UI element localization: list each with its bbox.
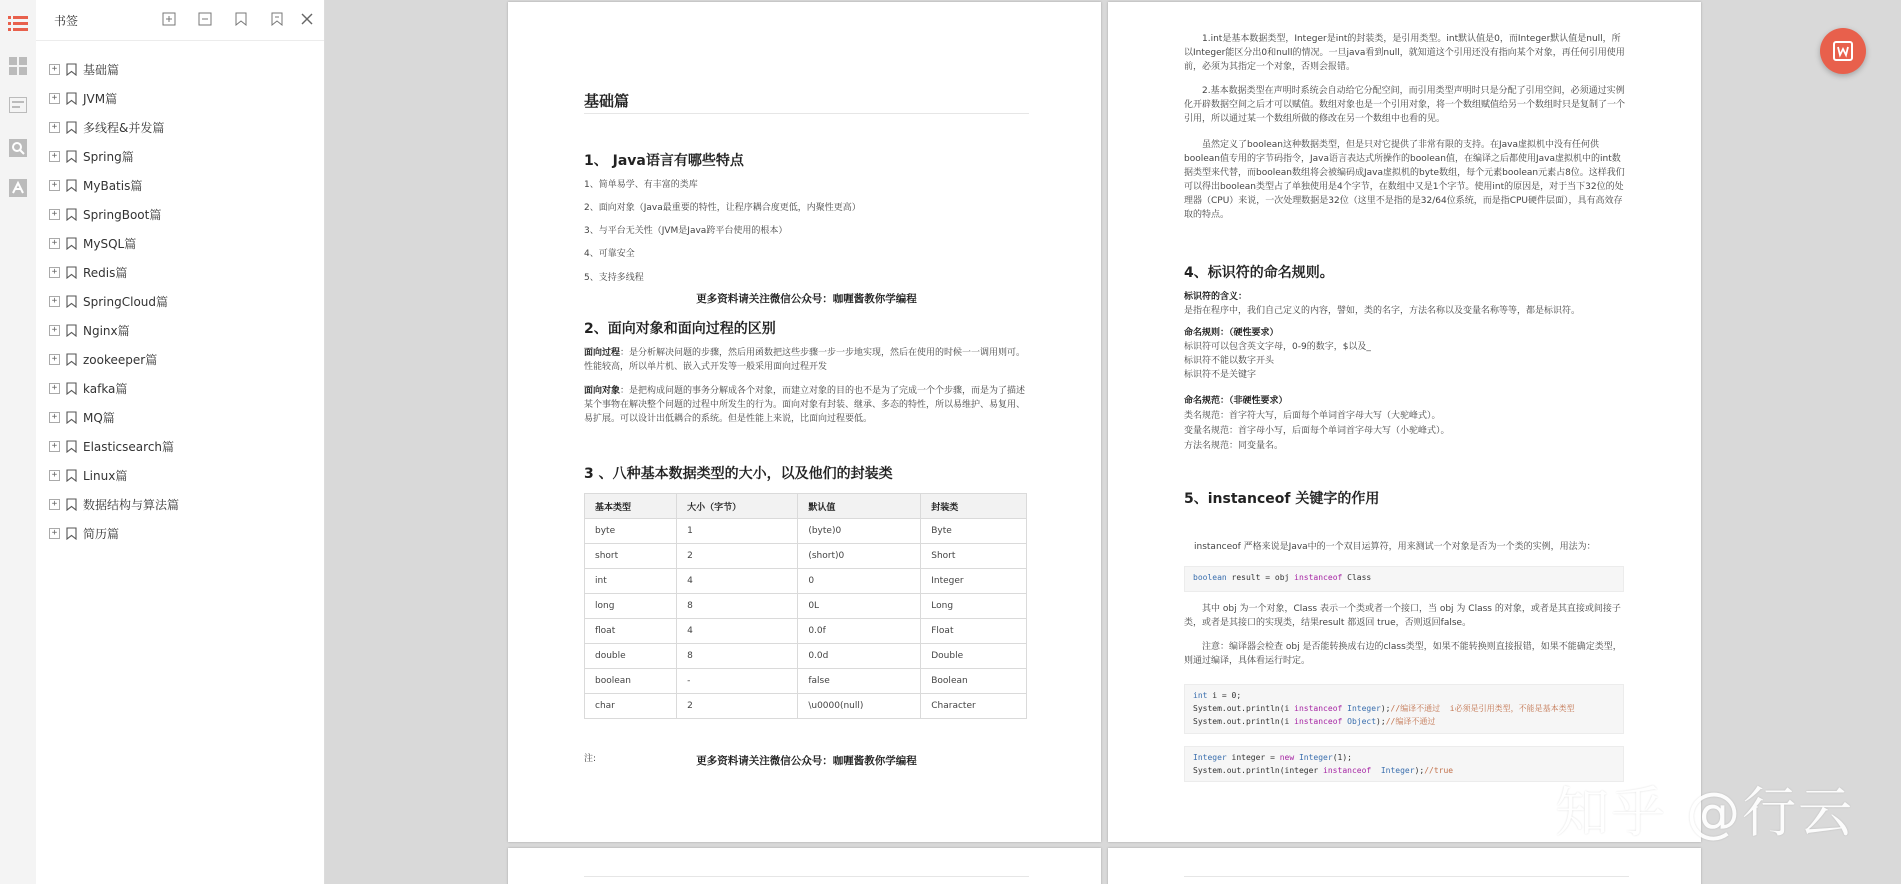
page-rule <box>1184 876 1629 877</box>
bookmark-icon <box>66 351 77 370</box>
table-cell: 2 <box>677 544 798 569</box>
document-page-4 <box>1108 848 1701 884</box>
bookmark-label: Redis篇 <box>83 266 128 280</box>
table-cell: Byte <box>921 519 1027 544</box>
bookmark-label: MQ篇 <box>83 411 115 425</box>
table-cell: char <box>585 694 677 719</box>
table-cell: byte <box>585 519 677 544</box>
bookmark-label: kafka篇 <box>83 382 128 396</box>
table-cell: 0L <box>798 594 921 619</box>
code-token: instanceof <box>1294 573 1343 582</box>
q5-paragraph-2: 其中 obj 为一个对象，Class 表示一个类或者一个接口，当 obj 为 Class 的对象，或者是其直接或间接子类，或者是其接口的实现类，结果result 都返回 true，否则返回false。 <box>1184 604 1621 628</box>
table-cell: boolean <box>585 669 677 694</box>
search-icon[interactable] <box>6 136 30 160</box>
table-cell: 1 <box>677 519 798 544</box>
table-cell: float <box>585 619 677 644</box>
bookmark-icon <box>66 235 77 254</box>
bookmark-item[interactable] <box>36 143 324 172</box>
bookmark-label: Spring篇 <box>83 150 134 164</box>
table-row <box>585 694 1027 719</box>
code-token: Integer <box>1342 704 1381 713</box>
bookmark-item[interactable] <box>36 462 324 491</box>
code-comment: //编译不通过 i必须是引用类型，不能是基本类型 <box>1390 704 1575 713</box>
table-cell: 2 <box>677 694 798 719</box>
table-cell: Long <box>921 594 1027 619</box>
q2-p1-label: 面向过程 <box>584 348 621 358</box>
bookmark-item[interactable] <box>36 172 324 201</box>
note-label: 注: <box>584 754 597 764</box>
bookmark-item[interactable] <box>36 259 324 288</box>
table-row <box>585 594 1027 619</box>
q5-paragraph-3: 注意：编译器会检查 obj 是否能转换成右边的class类型，如果不能转换则直接报错，如果不能确定类型，则通过编译，具体看运行时定。 <box>1184 642 1622 666</box>
expand-toggle-icon[interactable]: + <box>49 296 60 307</box>
expand-toggle-icon[interactable]: + <box>49 209 60 220</box>
q4-rule: 标识符可以包含英文字母，0-9的数字，$以及_ <box>1184 342 1371 352</box>
table-row <box>585 619 1027 644</box>
q4-norms-label: 命名规范：（非硬性要求） <box>1184 396 1288 406</box>
bookmark-item[interactable] <box>36 346 324 375</box>
promo-text: 更多资料请关注微信公众号：咖喱酱教你学编程 <box>696 293 917 305</box>
table-cell: double <box>585 644 677 669</box>
page-rule <box>584 876 1029 877</box>
close-panel-icon[interactable] <box>298 10 316 28</box>
bookmark-icon <box>66 525 77 544</box>
bookmark-icon <box>66 90 77 109</box>
q4-norm: 类名规范：首字符大写，后面每个单词首字母大写（大驼峰式）。 <box>1184 411 1441 421</box>
code-token: Object <box>1342 717 1377 726</box>
expand-toggle-icon[interactable]: + <box>49 151 60 162</box>
bookmark-label: MySQL篇 <box>83 237 137 251</box>
bookmark-icon <box>66 409 77 428</box>
bookmark-item[interactable] <box>36 520 324 549</box>
bookmark-icon <box>66 264 77 283</box>
q4-def-label: 标识符的含义： <box>1184 292 1248 302</box>
expand-toggle-icon[interactable]: + <box>49 325 60 336</box>
q1-heading: 1、 Java语言有哪些特点 <box>584 153 744 169</box>
word-convert-icon <box>1830 38 1856 64</box>
q4-norm: 变量名规范：首字母小写，后面每个单词首字母大写（小驼峰式）。 <box>1184 426 1450 436</box>
table-cell: 8 <box>677 644 798 669</box>
code-token: integer = <box>1226 753 1280 762</box>
delete-bookmark-icon[interactable] <box>268 10 286 28</box>
add-bookmark-icon[interactable] <box>232 10 250 28</box>
table-cell: - <box>677 669 798 694</box>
bookmark-icon <box>66 119 77 138</box>
expand-toggle-icon[interactable]: + <box>49 528 60 539</box>
code-token: System.out.println(integer <box>1193 766 1324 775</box>
bookmark-panel-header <box>36 0 324 41</box>
q4-norm: 方法名规范：同变量名。 <box>1184 441 1284 451</box>
p2-paragraph-2: 2.基本数据类型在声明时系统会自动给它分配空间，而引用类型声明时只是分配了引用空间，必须通过实例化开辟数据空间之后才可以赋值。数组对象也是一个引用对象，将一个数组赋值给另一个数组时只是复制了一个引用，所以通过某一个数组所做的修改在另一个数组中也看的见。 <box>1184 86 1626 124</box>
code-token: new <box>1279 753 1295 762</box>
bookmark-icon <box>66 380 77 399</box>
q1-item: 2、面向对象（Java最重要的特性，让程序耦合度更低，内聚性更高） <box>584 203 861 213</box>
table-cell: 4 <box>677 569 798 594</box>
code-token: ); <box>1414 766 1425 775</box>
bookmark-item[interactable] <box>36 288 324 317</box>
expand-toggle-icon[interactable]: + <box>49 267 60 278</box>
bookmark-label: MyBatis篇 <box>83 179 143 193</box>
bookmark-item[interactable] <box>36 491 324 520</box>
bookmark-icon <box>66 322 77 341</box>
expand-toggle-icon[interactable]: + <box>49 383 60 394</box>
q4-heading: 4、标识符的命名规则。 <box>1184 265 1334 281</box>
bookmark-item[interactable] <box>36 201 324 230</box>
code-token: instanceof <box>1323 766 1372 775</box>
bookmark-label: SpringCloud篇 <box>83 295 169 309</box>
bookmark-list-icon[interactable] <box>6 12 30 36</box>
q3-heading: 3 、八种基本数据类型的大小，以及他们的封装类 <box>584 466 893 482</box>
code-block-1 <box>1184 566 1624 592</box>
code-token: instanceof <box>1294 704 1343 713</box>
document-page-1 <box>508 2 1101 842</box>
bookmark-label: 多线程&并发篇 <box>83 121 165 135</box>
bookmark-icon <box>66 438 77 457</box>
table-cell: 0.0d <box>798 644 921 669</box>
annotation-icon[interactable] <box>6 93 30 117</box>
q2-heading: 2、面向对象和面向过程的区别 <box>584 321 776 337</box>
bookmark-icon <box>66 467 77 486</box>
table-row <box>585 569 1027 594</box>
bookmark-icon <box>66 293 77 312</box>
document-page-3 <box>508 848 1101 884</box>
q2-paragraph-1 <box>584 346 1029 374</box>
note-promo: 更多资料请关注微信公众号：咖喱酱教你学编程 <box>696 755 917 767</box>
bookmark-item[interactable] <box>36 85 324 114</box>
table-cell: 0.0f <box>798 619 921 644</box>
expand-toggle-icon[interactable]: + <box>49 93 60 104</box>
q2-paragraph-2 <box>584 384 1029 426</box>
q1-item: 3、与平台无关性（JVM是Java跨平台使用的根本） <box>584 226 788 236</box>
code-token: ); <box>1376 717 1386 726</box>
code-token: result = obj <box>1226 573 1295 582</box>
expand-toggle-icon[interactable]: + <box>49 180 60 191</box>
code-token: ); <box>1380 704 1391 713</box>
table-header-cell: 封装类 <box>921 494 1027 519</box>
bookmark-item[interactable] <box>36 404 324 433</box>
bookmark-list <box>36 56 324 549</box>
code-comment: //编译不通过 <box>1385 717 1436 726</box>
q4-rule: 标识符不能以数字开头 <box>1184 356 1275 366</box>
q1-item: 4、可靠安全 <box>584 249 635 259</box>
table-header-cell: 大小（字节） <box>677 494 798 519</box>
expand-toggle-icon[interactable]: + <box>49 238 60 249</box>
table-header-cell: 基本类型 <box>585 494 677 519</box>
table-row <box>585 519 1027 544</box>
convert-to-word-button[interactable] <box>1820 28 1866 74</box>
p2-paragraph-1: 1.int是基本数据类型，Integer是int的封装类，是引用类型。int默认值是0，而Integer默认值是null，所以Integer能区分出0和null的情况。一旦java看到null，就知道这个引用还没有指向某个对象，再任何引用使用前，必须为其指定一个对象，否则会报错。 <box>1184 34 1625 72</box>
table-row <box>585 544 1027 569</box>
data-type-table <box>584 493 1027 719</box>
thumbnail-icon[interactable] <box>6 54 30 78</box>
q4-def-text: 是指在程序中，我们自己定义的内容，譬如，类的名字，方法名称以及变量名称等等，都是标识符。 <box>1184 306 1581 316</box>
bookmark-item[interactable] <box>36 433 324 462</box>
bookmark-label: 基础篇 <box>83 63 120 77</box>
table-cell: Float <box>921 619 1027 644</box>
q5-paragraph-1: instanceof 严格来说是Java中的一个双目运算符，用来测试一个对象是否为一个类的实例，用法为： <box>1194 542 1596 552</box>
q4-rules-label: 命名规则：（硬性要求） <box>1184 328 1279 338</box>
table-cell: Integer <box>921 569 1027 594</box>
bookmark-item[interactable] <box>36 114 324 143</box>
table-cell: 4 <box>677 619 798 644</box>
title-divider <box>584 113 1029 114</box>
table-cell: short <box>585 544 677 569</box>
expand-all-icon[interactable] <box>160 10 178 28</box>
code-token: Integer <box>1193 753 1227 762</box>
table-cell: false <box>798 669 921 694</box>
q4-rule: 标识符不是关键字 <box>1184 370 1257 380</box>
collapse-all-icon[interactable] <box>196 10 214 28</box>
code-token: int <box>1193 691 1208 700</box>
bookmark-panel <box>36 0 325 884</box>
table-row <box>585 669 1027 694</box>
document-page-2 <box>1108 2 1701 842</box>
q2-p1-text: ：是分析解决问题的步骤，然后用函数把这些步骤一步一步地实现，然后在使用的时候一一调用则可。性能较高，所以单片机、嵌入式开发等一般采用面向过程开发 <box>584 348 1026 372</box>
section-title: 基础篇 <box>584 92 630 110</box>
code-comment: //true <box>1424 766 1454 775</box>
table-cell: Boolean <box>921 669 1027 694</box>
bookmark-icon <box>66 177 77 196</box>
code-token: Class <box>1342 573 1372 582</box>
code-token: i = 0; <box>1207 691 1242 700</box>
code-token: instanceof <box>1294 717 1343 726</box>
zhihu-watermark: 知乎 @行云 <box>1555 781 1855 844</box>
table-cell: long <box>585 594 677 619</box>
code-token: System.out.println(i <box>1193 704 1295 713</box>
bookmark-label: JVM篇 <box>83 92 118 106</box>
bookmark-icon <box>66 148 77 167</box>
signature-icon[interactable] <box>6 176 30 200</box>
bookmark-label: Nginx篇 <box>83 324 130 338</box>
expand-toggle-icon[interactable]: + <box>49 64 60 75</box>
table-cell: Short <box>921 544 1027 569</box>
table-header-cell: 默认值 <box>798 494 921 519</box>
code-token: System.out.println(i <box>1193 717 1295 726</box>
table-cell: 0 <box>798 569 921 594</box>
table-cell: 8 <box>677 594 798 619</box>
bookmark-item[interactable] <box>36 56 324 85</box>
expand-toggle-icon[interactable]: + <box>49 470 60 481</box>
p2-paragraph-3: 虽然定义了boolean这种数据类型，但是只对它提供了非常有限的支持。在Java虚拟机中没有任何供boolean值专用的字节码指令，Java语言表达式所操作的boolean值，在编译之后都使用Java虚拟机中的int数据类型来代替，而boolean数组将会被编码成Java虚拟机的byte数组，每个元素boolean元素占8位。这样我们可以得出boolean类型占了单独使用是4个字节，在数组中又是1个字节。使用int的原因是，对于当下32位的处理器（CPU）来说，一次处理数据是32位（这里不是指的是32/64位系统，而是指CPU硬件层面），具有高效存取的特点。 <box>1184 140 1625 220</box>
expand-toggle-icon[interactable]: + <box>49 354 60 365</box>
table-cell: (byte)0 <box>798 519 921 544</box>
table-cell: \u0000(null) <box>798 694 921 719</box>
q1-item: 5、支持多线程 <box>584 273 644 283</box>
q5-heading: 5、instanceof 关键字的作用 <box>1184 491 1380 507</box>
bookmark-icon <box>66 206 77 225</box>
table-cell: Character <box>921 694 1027 719</box>
q1-item: 1、简单易学、有丰富的类库 <box>584 180 698 190</box>
bookmark-item[interactable] <box>36 230 324 259</box>
code-token: Integer <box>1371 766 1415 775</box>
bookmark-item[interactable] <box>36 375 324 404</box>
data-type-table-wrap <box>584 493 1029 719</box>
bookmark-label: 数据结构与算法篇 <box>83 498 180 512</box>
document-viewer[interactable] <box>325 0 1901 884</box>
expand-toggle-icon[interactable]: + <box>49 412 60 423</box>
code-token: Integer <box>1294 753 1333 762</box>
bookmark-icon <box>66 61 77 80</box>
bookmark-label: Linux篇 <box>83 469 128 483</box>
table-cell: int <box>585 569 677 594</box>
expand-toggle-icon[interactable]: + <box>49 441 60 452</box>
left-icon-bar <box>0 0 37 884</box>
table-cell: (short)0 <box>798 544 921 569</box>
code-block-2 <box>1184 684 1624 734</box>
bookmark-label: Elasticsearch篇 <box>83 440 175 454</box>
bookmark-panel-title: 书签 <box>54 14 79 28</box>
code-token: boolean <box>1193 573 1227 582</box>
table-row <box>585 644 1027 669</box>
expand-toggle-icon[interactable]: + <box>49 122 60 133</box>
bookmark-icon <box>66 496 77 515</box>
q2-p2-label: 面向对象 <box>584 386 621 396</box>
table-cell: Double <box>921 644 1027 669</box>
expand-toggle-icon[interactable]: + <box>49 499 60 510</box>
code-token: (1); <box>1332 753 1352 762</box>
bookmark-label: SpringBoot篇 <box>83 208 162 222</box>
bookmark-label: zookeeper篇 <box>83 353 158 367</box>
q2-p2-text: ：是把构成问题的事务分解成各个对象，而建立对象的目的也不是为了完成一个个步骤，而是为了描述某个事物在解决整个问题的过程中所发生的行为。面向对象有封装、继承、多态的特性，所以易维护、易复用、易扩展。可以设计出低耦合的系统。但是性能上来说，比面向过程要低。 <box>584 386 1026 424</box>
bookmark-label: 简历篇 <box>83 527 120 541</box>
bookmark-item[interactable] <box>36 317 324 346</box>
